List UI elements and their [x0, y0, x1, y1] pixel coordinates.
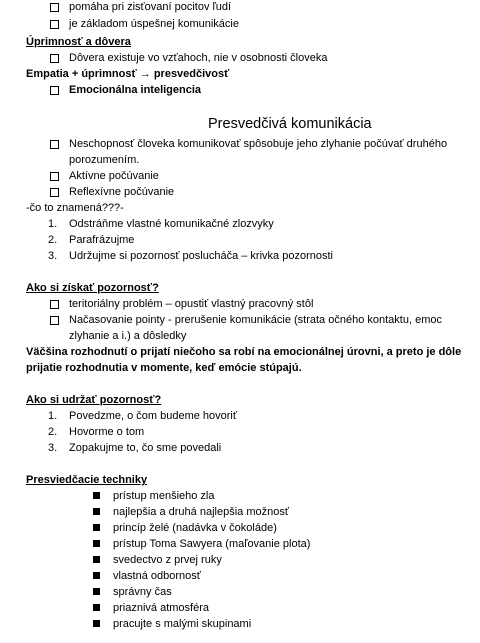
- square-bullet-icon: [93, 540, 100, 547]
- square-bullet-icon: [93, 508, 100, 515]
- technique-text: priaznivá atmosféra: [113, 602, 209, 614]
- square-bullet-icon: [93, 588, 100, 595]
- square-bullet-icon: [93, 604, 100, 611]
- section-heading-ziskat: Ako si získať pozornosť?: [26, 282, 159, 294]
- section-title: Presvedčivá komunikácia: [208, 116, 372, 132]
- item-text: Udržujme si pozornosť poslucháča – krivka pozornosti: [69, 250, 333, 262]
- technique-text: princíp želé (nadávka v čokoláde): [113, 522, 277, 534]
- square-bullet-icon: [93, 524, 100, 531]
- checkbox-bullet-icon: [50, 172, 59, 181]
- square-bullet-icon: [93, 492, 100, 499]
- numbered-item: [48, 425, 145, 439]
- technique-text: prístup Toma Sawyera (maľovanie plota): [113, 538, 311, 550]
- technique-text: svedectvo z prvej ruky: [113, 554, 222, 566]
- emphasis-text: prijatie rozhodnutia v momente, keď emócie stúpajú.: [26, 362, 302, 374]
- item-number: 1.: [48, 410, 58, 422]
- checkbox-bullet-icon: [50, 54, 59, 63]
- item-text: Hovorme o tom: [69, 426, 145, 438]
- item-number: 1.: [48, 218, 58, 230]
- numbered-item: [48, 249, 333, 263]
- item-number: 2.: [48, 234, 58, 246]
- bullet-text: Aktívne počúvanie: [69, 170, 159, 182]
- checkbox-bullet-icon: [50, 188, 59, 197]
- numbered-item: [48, 409, 237, 423]
- item-number: 3.: [48, 442, 58, 454]
- technique-text: vlastná odbornosť: [113, 570, 201, 582]
- checkbox-bullet-icon: [50, 86, 59, 95]
- technique-text: pracujte s malými skupinami: [113, 618, 252, 630]
- technique-text: najlepšia a druhá najlepšia možnosť: [113, 506, 289, 518]
- section-heading-techniky: Presviedčacie techniky: [26, 474, 148, 486]
- bullet-text: pomáha pri zisťovaní pocitov ľudí: [69, 1, 232, 13]
- item-number: 3.: [48, 250, 58, 262]
- checkbox-bullet-icon: [50, 140, 59, 149]
- emphasis-text: Väčšina rozhodnutí o prijatí niečoho sa robí na emocionálnej úrovni, a preto je dôle: [26, 346, 462, 358]
- bullet-text: teritoriálny problém – opustiť vlastný pracovný stôl: [69, 298, 314, 310]
- bullet-text: Dôvera existuje vo vzťahoch, nie v osobnosti človeka: [69, 52, 328, 64]
- item-text: Povedzme, o čom budeme hovoriť: [69, 410, 237, 422]
- bullet-text: Emocionálna inteligencia: [69, 84, 202, 96]
- item-text: Zopakujme to, čo sme povedali: [69, 442, 222, 454]
- bullet-text: je základom úspešnej komunikácie: [69, 18, 239, 30]
- bullet-text: Načasovanie pointy - prerušenie komunikácie (strata očného kontaktu, emoc: [69, 314, 442, 326]
- checkbox-bullet-icon: [50, 300, 59, 309]
- checkbox-bullet-icon: [50, 316, 59, 325]
- section-heading-empatia: Empatia + úprimnosť → presvedčivosť: [26, 68, 230, 80]
- item-text: Parafrázujme: [69, 234, 135, 246]
- numbered-item: [48, 441, 222, 455]
- item-text: Odstráňme vlastné komunikačné zlozvyky: [69, 218, 274, 230]
- technique-text: prístup menšieho zla: [113, 490, 215, 502]
- square-bullet-icon: [93, 620, 100, 627]
- checkbox-bullet-icon: [50, 3, 59, 12]
- meaning-prefix: -čo to znamená???-: [26, 202, 124, 214]
- technique-text: správny čas: [113, 586, 172, 598]
- bullet-text: Neschopnosť človeka komunikovať spôsobuje jeho zlyhanie počúvať druhého: [69, 138, 448, 150]
- numbered-item: [48, 233, 135, 247]
- item-number: 2.: [48, 426, 58, 438]
- numbered-item: [48, 217, 274, 231]
- square-bullet-icon: [93, 556, 100, 563]
- bullet-text-continuation: porozumením.: [69, 154, 140, 166]
- section-heading-udrzat: Ako si udržať pozornosť?: [26, 394, 162, 406]
- bullet-text-continuation: zlyhanie a i.) a dôsledky: [69, 330, 187, 342]
- checkbox-bullet-icon: [50, 20, 59, 29]
- section-heading-uprimnost: Úprimnosť a dôvera: [26, 36, 131, 48]
- square-bullet-icon: [93, 572, 100, 579]
- bullet-text: Reflexívne počúvanie: [69, 186, 175, 198]
